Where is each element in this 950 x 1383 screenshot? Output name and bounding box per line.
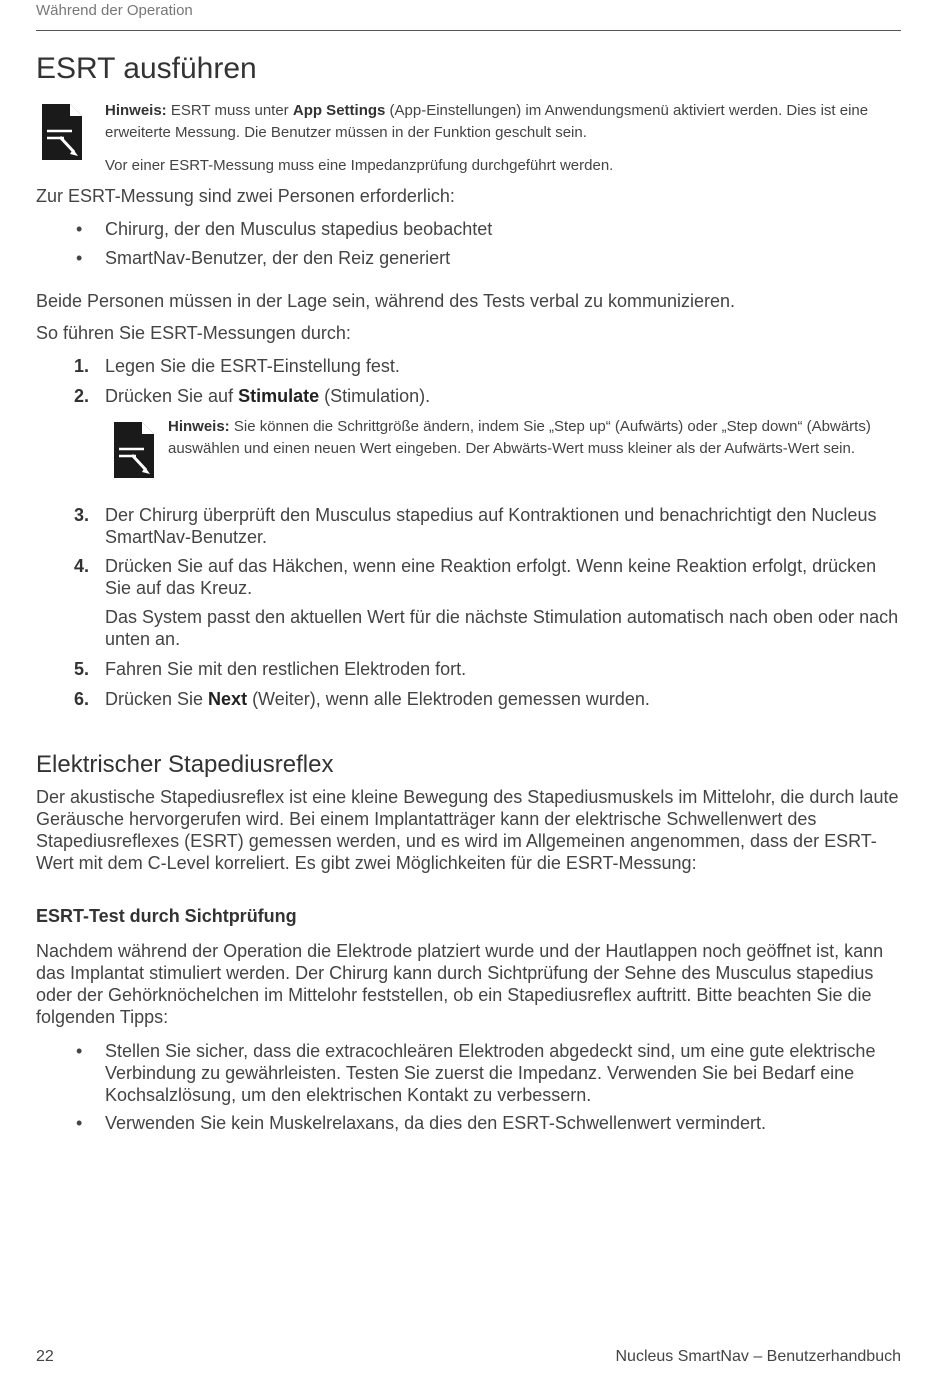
step-note: Das System passt den aktuellen Wert für die nächste Stimulation automatisch nach oben oder nach unten an. — [105, 607, 899, 649]
note-text-2: Vor einer ESRT-Messung muss eine Impedanzprüfung durchgeführt werden. — [105, 157, 614, 174]
section-heading: Elektrischer Stapediusreflex — [36, 751, 334, 778]
note-text: Hinweis: Sie können die Schrittgröße ändern, indem Sie „Step up“ (Aufwärts) oder „Step down“ (Abwärts) auswählen und einen neuen Wert eingeben. Der Abwärts-Wert muss kleiner als der Aufwärts-Wert sein. — [168, 418, 871, 457]
intro-paragraph: Zur ESRT-Messung sind zwei Personen erforderlich: — [36, 186, 455, 206]
manual-title: Nucleus SmartNav – Benutzerhandbuch — [615, 1348, 901, 1365]
note-label: Hinweis: — [105, 102, 167, 119]
menu-reference: App Settings — [292, 102, 386, 119]
page-number: 22 — [36, 1348, 54, 1365]
note-text: Hinweis: ESRT muss unter App Settings (App-Einstellungen) im Anwendungsmenü aktiviert werden. Dies ist eine erweiterte Messung. Die Benutzer müssen in der Funktion geschult sein. — [105, 102, 869, 141]
header-divider — [36, 30, 901, 31]
button-reference: Stimulate — [238, 386, 320, 406]
subsection-heading: ESRT-Test durch Sichtprüfung — [36, 906, 297, 926]
howto-paragraph: So führen Sie ESRT-Messungen durch: — [36, 323, 351, 343]
note-document-icon — [114, 422, 154, 478]
page-title: ESRT ausführen — [36, 52, 257, 85]
communication-paragraph: Beide Personen müssen in der Lage sein, während des Tests verbal zu kommunizieren. — [36, 291, 736, 311]
running-header: Während der Operation — [36, 2, 193, 19]
section-intro: Der akustische Stapediusreflex ist eine kleine Bewegung des Stapediusmuskels im Mittelohr, die durch laute Geräusche hervorgerufen wird. Bei einem Implantatträger kann der elektrische Schwellenwert des Stapediusreflexes (ESRT) gemessen werden, und es wird im Allgemeinen angenommen, dass der ESRT-Wert mit dem C-Level korreliert. Es gibt zwei Möglichkeiten für die ESRT-Messung: — [36, 787, 899, 873]
button-reference: Next — [208, 689, 248, 709]
note-document-icon — [42, 104, 82, 160]
section-body: Nachdem während der Operation die Elektrode platziert wurde und der Hautlappen noch geöffnet ist, kann das Implantat stimuliert werden. Der Chirurg kann durch Sichtprüfung der Sehne des Musculus stapedius oder der Gehörknöchelchen im Mittelohr feststellen, ob ein Stapediusreflex auftritt. Bitte beachten Sie die folgenden Tipps: — [36, 941, 884, 1027]
note-label: Hinweis: — [168, 418, 230, 435]
